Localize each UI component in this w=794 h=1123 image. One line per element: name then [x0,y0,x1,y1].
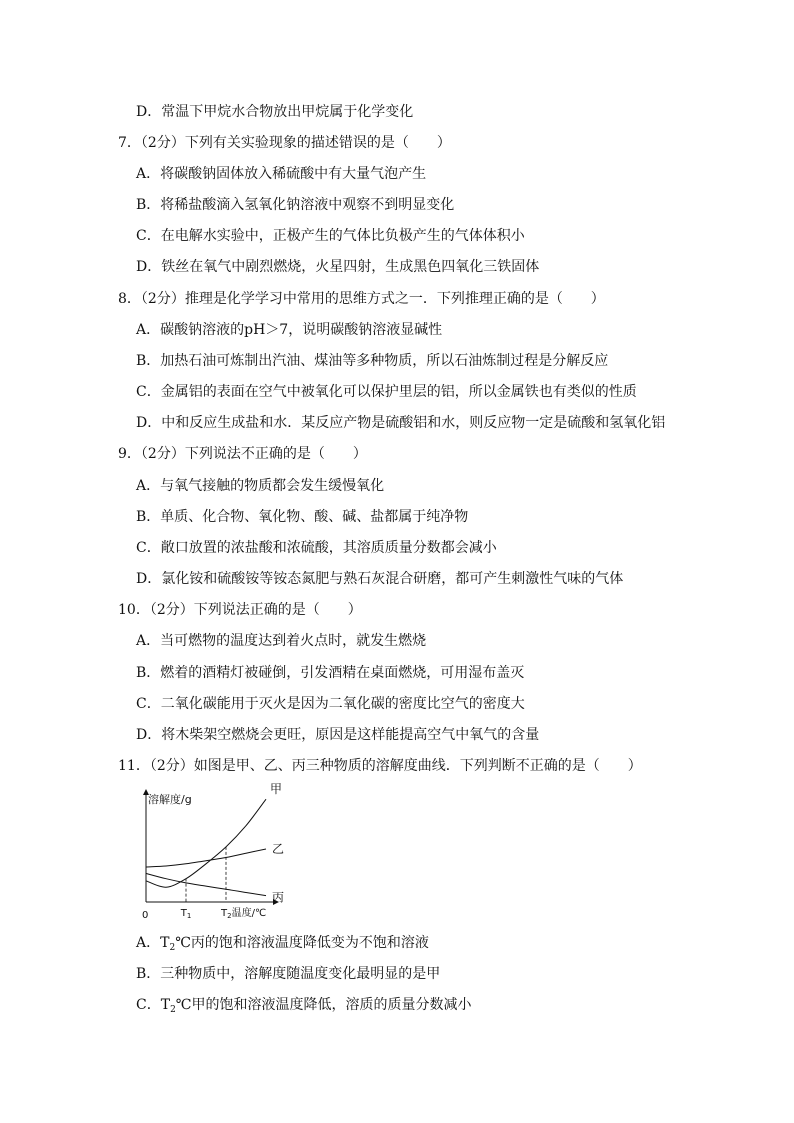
q8-option-a: A．碳酸钠溶液的pH＞7，说明碳酸钠溶液显碱性 [136,322,443,338]
q11-option-c: C．$T_2℃$甲的饱和溶液温度降低，溶质的质量分数减小 [136,997,472,1015]
q10-option-c: C．二氧化碳能用于灭火是因为二氧化碳的密度比空气的密度大 [136,696,525,712]
series-bing-label: 丙 [272,890,285,905]
q11-option-a: A．$T_2℃$丙的饱和溶液温度降低变为不饱和溶液 [136,935,429,953]
y-axis-label: 溶解度/g [148,793,192,806]
q7-option-a: A．将碳酸钠固体放入稀硫酸中有大量气泡产生 [136,166,427,182]
series-jia-label: 甲 [270,782,283,797]
q10-option-b: B．燃着的酒精灯被碰倒，引发酒精在桌面燃烧，可用湿布盖灭 [136,665,525,681]
q6-option-d: D．常温下甲烷水合物放出甲烷属于化学变化 [136,104,414,120]
solubility-curve-chart [138,782,285,922]
q11-stem: 11．（2分）如图是甲、乙、丙三种物质的溶解度曲线．下列判断不正确的是（ ） [118,758,642,774]
q7-stem: 7．（2分）下列有关实验现象的描述错误的是（ ） [118,135,451,151]
q8-option-d: D．中和反应生成盐和水．某反应产物是硫酸铝和水，则反应物一定是硫酸和氢氧化铝 [136,415,666,431]
q9-option-d: D．氯化铵和硫酸铵等铵态氮肥与熟石灰混合研磨，都可产生刺激性气味的气体 [136,571,624,587]
series-yi-label: 乙 [272,842,285,856]
q7-option-c: C．在电解水实验中，正极产生的气体比负极产生的气体体积小 [136,228,525,244]
q7-option-d: D．铁丝在氧气中剧烈燃烧，火星四射，生成黑色四氧化三铁固体 [136,259,540,275]
series-bing-curve [146,873,266,895]
q7-option-b: B．将稀盐酸滴入氢氧化钠溶液中观察不到明显变化 [136,197,455,213]
q8-stem: 8．（2分）推理是化学学习中常用的思维方式之一．下列推理正确的是（ ） [118,291,605,307]
q11-option-b: B．三种物质中，溶解度随温度变化最明显的是甲 [136,966,441,982]
q9-option-b: B．单质、化合物、氧化物、酸、碱、盐都属于纯净物 [136,509,469,525]
q8-option-c: C．金属铝的表面在空气中被氧化可以保护里层的铝，所以金属铁也有类似的性质 [136,384,637,400]
q10-option-d: D．将木柴架空燃烧会更旺，原因是这样能提高空气中氧气的含量 [136,727,540,743]
series-jia-curve [146,799,266,887]
q9-option-c: C．敞口放置的浓盐酸和浓硫酸，其溶质质量分数都会减小 [136,540,497,556]
q10-stem: 10．（2分）下列说法正确的是（ ） [118,602,362,618]
t1-tick-label: $T_1$ [180,908,192,920]
q9-option-a: A．与氧气接触的物质都会发生缓慢氧化 [136,478,385,494]
q10-option-a: A．当可燃物的温度达到着火点时，就发生燃烧 [136,633,427,649]
origin-label: 0 [142,910,149,921]
q9-stem: 9．（2分）下列说法不正确的是（ ） [118,446,367,462]
x-axis-label: $T_2$温度/℃ [221,908,267,920]
q8-option-b: B．加热石油可炼制出汽油、煤油等多种物质，所以石油炼制过程是分解反应 [136,353,609,369]
